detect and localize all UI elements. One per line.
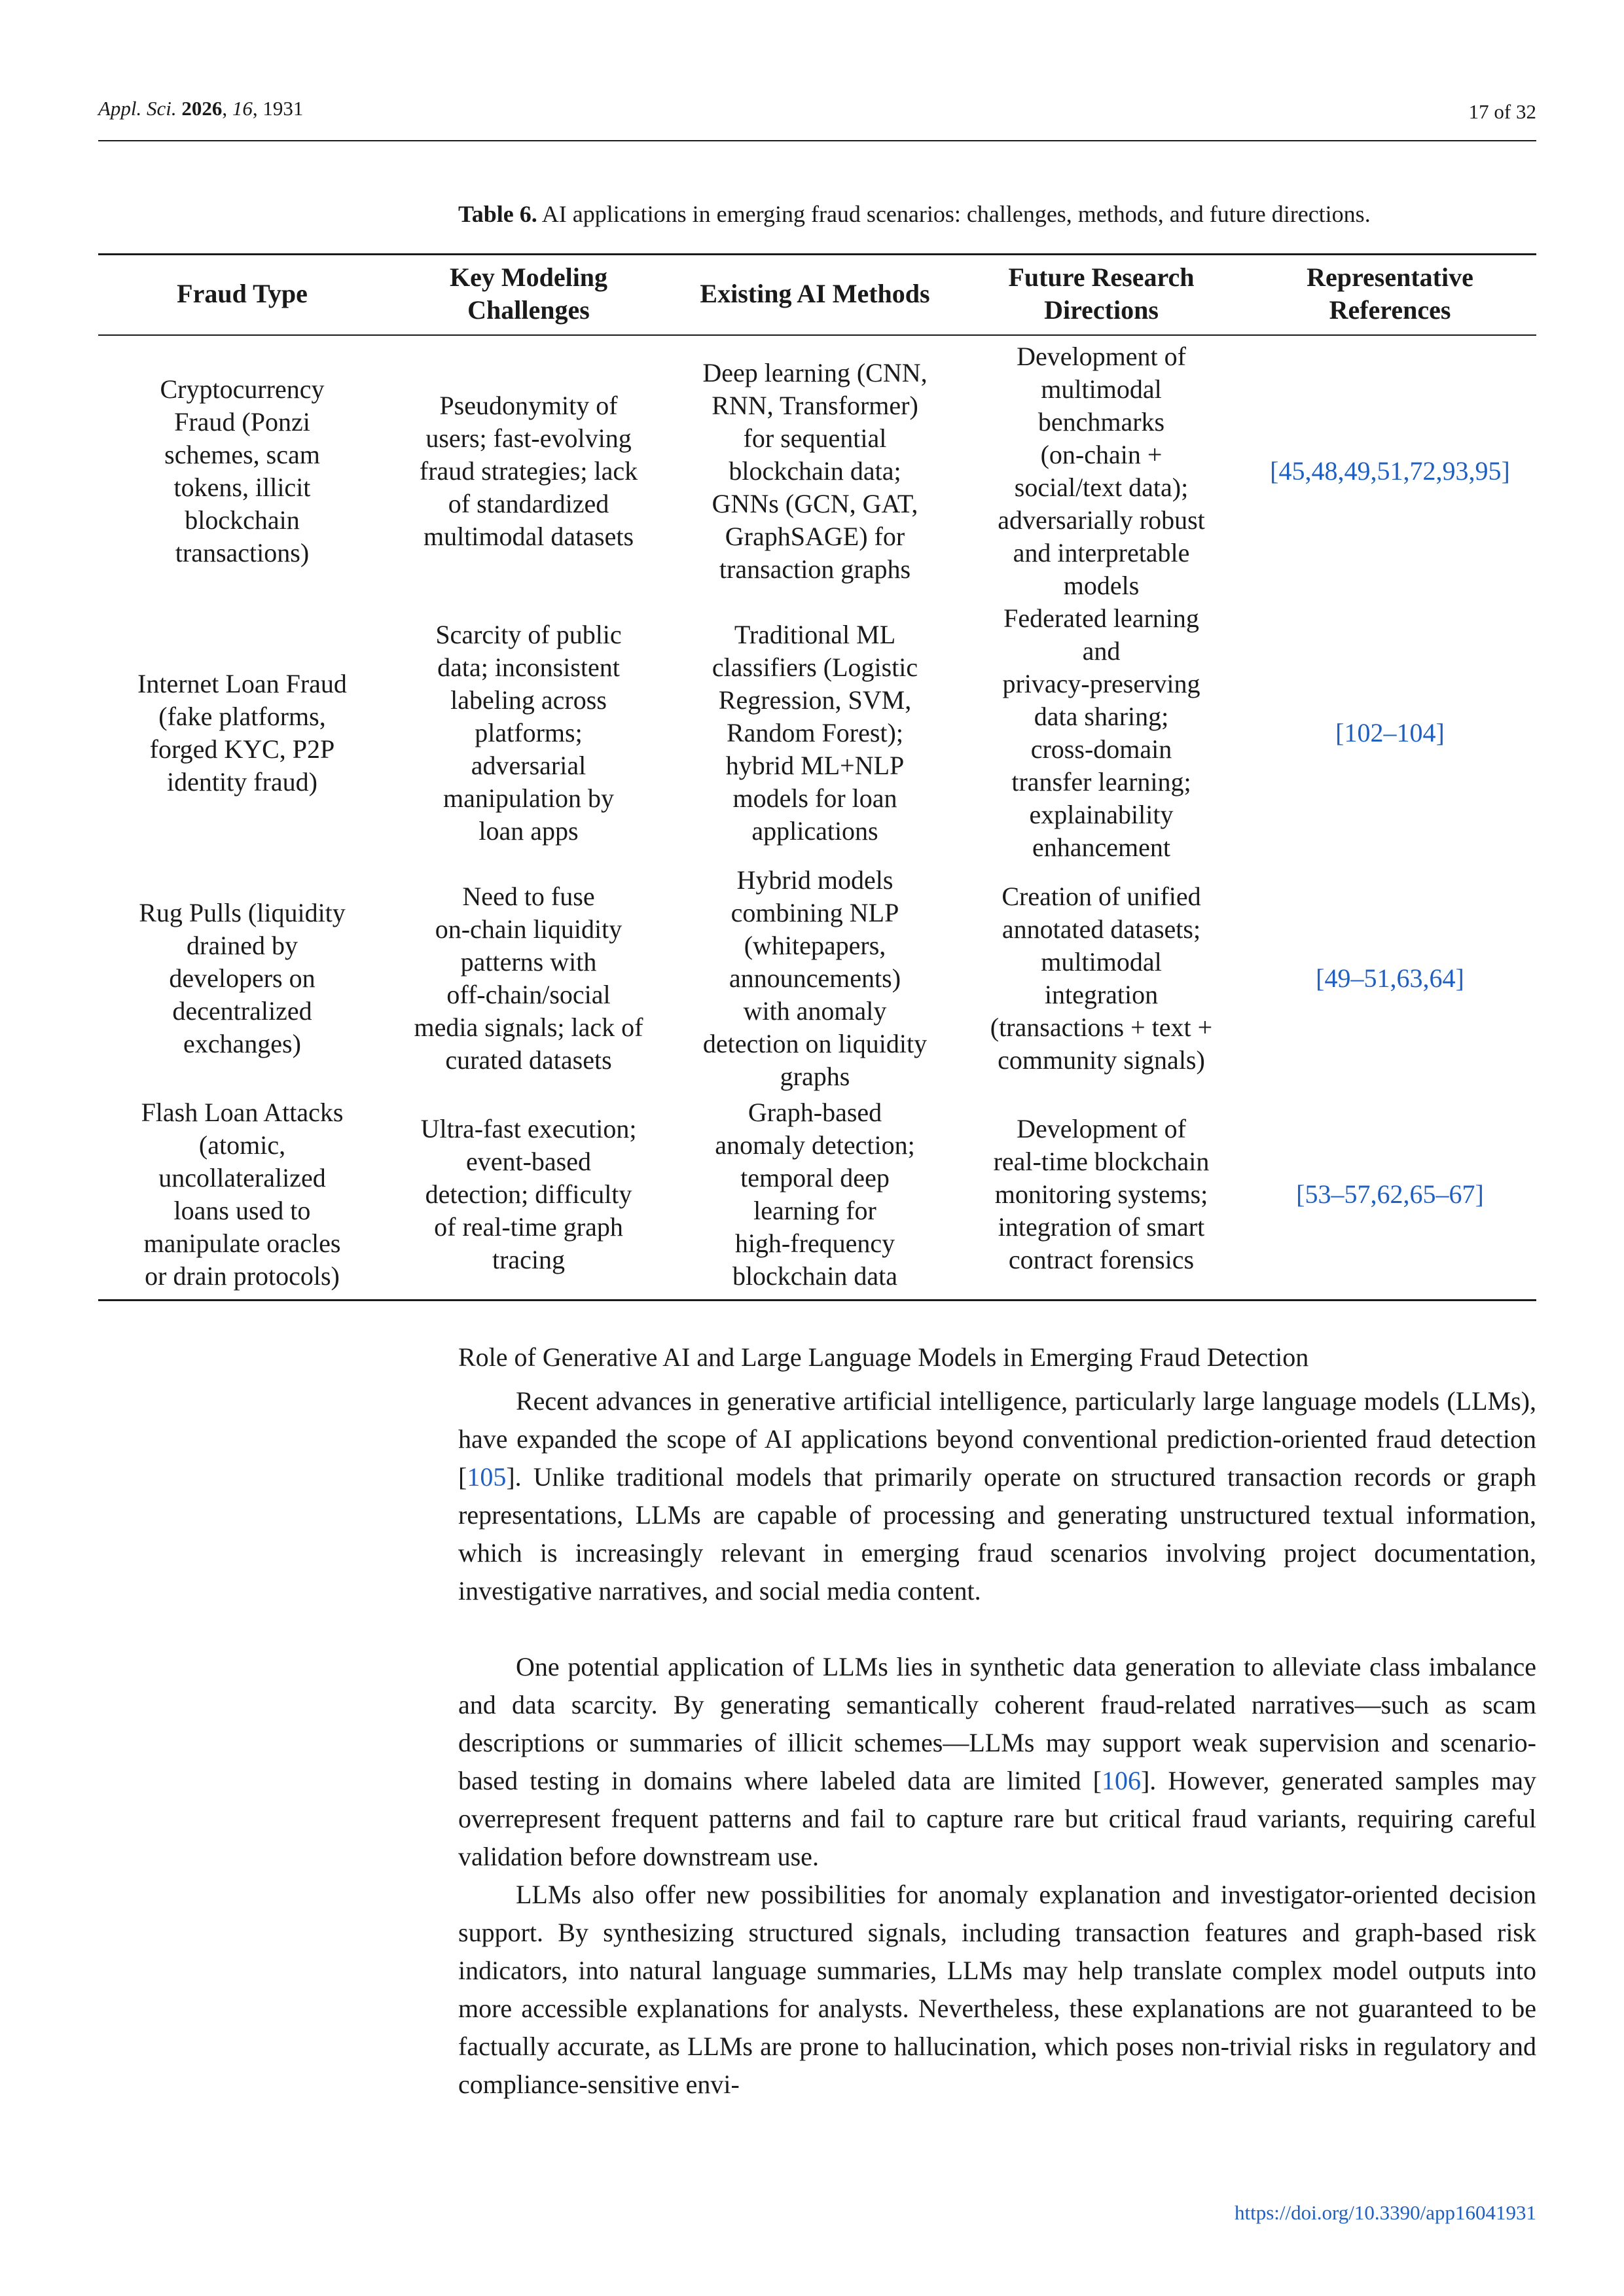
table-cell-references[interactable] (1244, 340, 1536, 602)
section-title: Role of Generative AI and Large Language Models in Emerging Fraud Detection (458, 1342, 1309, 1372)
journal-name: Appl. Sci. (98, 97, 177, 120)
table-cell-challenges: Ultra-fast execution; event-based detection; difficulty of real-time graph tracing (420, 1114, 637, 1274)
citation-link[interactable]: 105 (467, 1462, 507, 1492)
reference-link[interactable]: [45,48,49,51,72,93,95] (1270, 456, 1510, 486)
journal-year: 2026 (181, 97, 223, 120)
body-paragraph (458, 1648, 1536, 1876)
doi-link[interactable]: https://doi.org/10.3390/app16041931 (1235, 2201, 1536, 2224)
table-header-rule (98, 334, 1536, 336)
column-header-references: Representative References (1307, 262, 1473, 325)
table-cell-directions: Creation of unified annotated datasets; multimodal integration (transactions + text + community signals) (990, 882, 1213, 1075)
table-bottom-rule (98, 1299, 1536, 1301)
table-caption-text: AI applications in emerging fraud scenarios: challenges, methods, and future directions. (541, 201, 1371, 227)
page-number: 17 of 32 (1468, 100, 1536, 123)
reference-link[interactable]: [53–57,62,65–67] (1296, 1179, 1484, 1209)
body-paragraph (458, 1876, 1536, 2104)
table-caption-label: Table 6. (458, 201, 537, 227)
column-header-fraud-type: Fraud Type (177, 279, 308, 308)
table-cell-fraud-type: Internet Loan Fraud (fake platforms, forged KYC, P2P identity fraud) (137, 669, 347, 797)
table-cell-methods: Traditional ML classifiers (Logistic Regression, SVM, Random Forest); hybrid ML+NLP models for loan applications (712, 620, 918, 846)
header-divider (98, 140, 1536, 141)
table-cell-directions: Development of real-time blockchain monitoring systems; integration of smart contract forensics (993, 1114, 1210, 1274)
reference-link[interactable]: [49–51,63,64] (1316, 963, 1464, 993)
table-cell-challenges: Scarcity of public data; inconsistent labeling across platforms; adversarial manipulation by loan apps (435, 620, 622, 846)
paragraph-text: One potential application of LLMs lies in synthetic data generation to alleviate class imbalance and data scarcity. By generating semantically coherent fraud-related narratives—such as scam descriptions or summaries of illicit schemes—LLMs may support weak supervision and scenario-based testing in domains where labeled data are limited [ (458, 1652, 1536, 1795)
table-cell-methods: Deep learning (CNN, RNN, Transformer) for sequential blockchain data; GNNs (GCN, GAT, GraphSAGE) for transaction graphs (702, 358, 928, 584)
paragraph-text: Recent advances in generative artificial intelligence, particularly large language models (LLMs), have expanded the scope of AI applications beyond conventional prediction-oriented fraud detection [ (458, 1386, 1536, 1492)
table-cell-references[interactable] (1244, 602, 1536, 864)
table-cell-challenges: Pseudonymity of users; fast-evolving fraud strategies; lack of standardized multimodal datasets (419, 391, 638, 551)
table-cell-fraud-type: Flash Loan Attacks (atomic, uncollateralized loans used to manipulate oracles or drain protocols) (141, 1098, 344, 1291)
citation-link[interactable]: 106 (1101, 1766, 1141, 1795)
table-cell-challenges: Need to fuse on-chain liquidity patterns with off-chain/social media signals; lack of curated datasets (414, 882, 643, 1075)
journal-volume: 16 (232, 97, 253, 120)
body-paragraph (458, 1382, 1536, 1610)
table-cell-methods: Graph-based anomaly detection; temporal deep learning for high-frequency blockchain data (715, 1098, 915, 1291)
table-caption (458, 199, 1371, 229)
table-cell-fraud-type: Rug Pulls (liquidity drained by developers on decentralized exchanges) (139, 898, 346, 1058)
table-cell-references[interactable] (1244, 864, 1536, 1093)
paragraph-text: ]. Unlike traditional models that primarily operate on structured transaction records or graph representations, LLMs are capable of processing and generating unstructured textual information, which is increasingly relevant in emerging fraud scenarios involving project documentation, investigative narratives, and social media content. (458, 1462, 1536, 1605)
column-header-challenges: Key Modeling Challenges (449, 262, 608, 325)
paragraph-text: ]. However, generated samples may overrepresent frequent patterns and fail to capture rare but critical fraud variants, requiring careful validation before downstream use. (458, 1766, 1536, 1871)
column-header-methods: Existing AI Methods (700, 279, 930, 308)
table-cell-references[interactable] (1244, 1093, 1536, 1296)
paragraph-text: LLMs also offer new possibilities for anomaly explanation and investigator-oriented decision support. By synthesizing structured signals, including transaction features and graph-based risk indicators, into natural language summaries, LLMs may help translate complex model outputs into more accessible explanations for analysts. Nevertheless, these explanations are not guaranteed to be factually accurate, as LLMs are prone to hallucination, which poses non-trivial risks in regulatory and compliance-sensitive envi- (458, 1880, 1536, 2099)
journal-citation: Appl. Sci. 2026, 16, 1931 (98, 97, 304, 120)
table-cell-fraud-type: Cryptocurrency Fraud (Ponzi schemes, scam tokens, illicit blockchain transactions) (160, 374, 325, 567)
column-header-directions: Future Research Directions (1008, 262, 1195, 325)
reference-link[interactable]: [102–104] (1335, 718, 1445, 747)
table-cell-methods: Hybrid models combining NLP (whitepapers, announcements) with anomaly detection on liquidity graphs (702, 865, 928, 1091)
table-cell-directions: Federated learning and privacy-preserving data sharing; cross-domain transfer learning; explainability enhancement (1002, 603, 1200, 862)
table-cell-directions: Development of multimodal benchmarks (on-chain + social/text data); adversarially robust and interpretable models (998, 342, 1205, 600)
article-number: , 1931 (252, 97, 304, 120)
